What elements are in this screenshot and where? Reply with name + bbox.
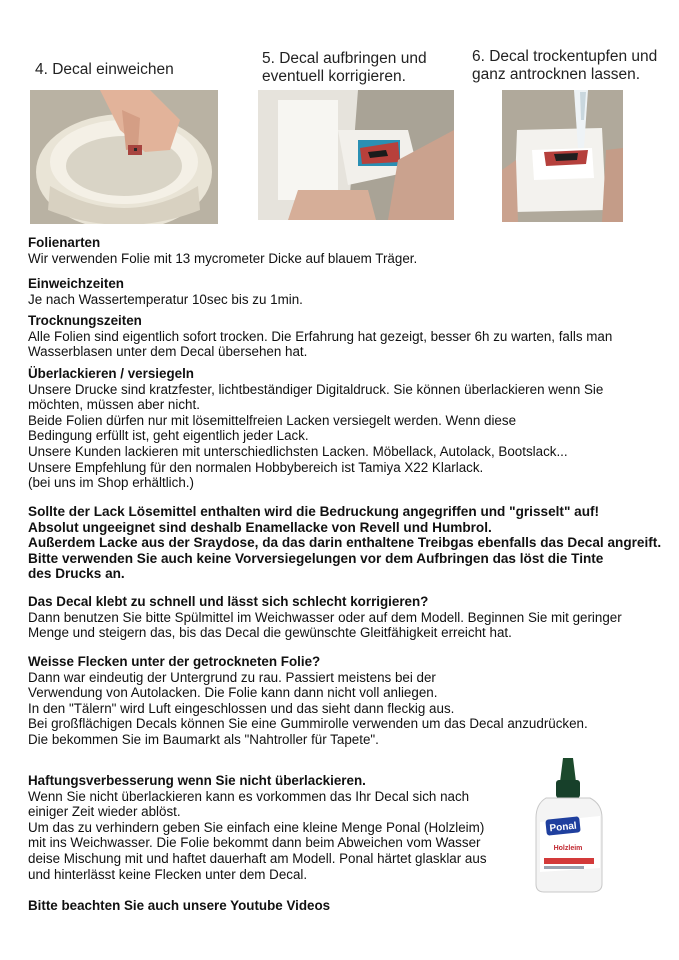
photo-soaking-decal <box>30 90 218 224</box>
text-line: Alle Folien sind eigentlich sofort trocken. Die Erfahrung hat gezeigt, besser 6h zu warten, falls man <box>28 328 613 344</box>
section-folienarten <box>28 235 658 266</box>
bottle-brand-text: Ponal <box>549 820 578 835</box>
text-line: deise Mischung mit und haftet dauerhaft am Modell. Ponal härtet glasklar aus <box>28 850 487 866</box>
section-ueberlackieren <box>28 366 658 491</box>
heading-weisse-flecken: Weisse Flecken unter der getrockneten Folie? <box>28 654 321 669</box>
heading-decal-klebt: Das Decal klebt zu schnell und lässt sich schlecht korrigieren? <box>28 594 429 609</box>
text-line: Unsere Kunden lackieren mit unterschiedlichsten Lacken. Möbellack, Autolack, Bootslack... <box>28 443 568 459</box>
heading-ueberlackieren: Überlackieren / versiegeln <box>28 366 194 381</box>
text-line: Um das zu verhindern geben Sie einfach eine kleine Menge Ponal (Holzleim) <box>28 819 485 835</box>
text-line: Bedingung erfüllt ist, geht eigentlich jeder Lack. <box>28 428 309 444</box>
text-line: Je nach Wassertemperatur 10sec bis zu 1min. <box>28 291 303 307</box>
text-line: Dann benutzen Sie bitte Spülmittel im Weichwasser oder auf dem Modell. Beginnen Sie mit geringer <box>28 609 622 625</box>
youtube-hint: Bitte beachten Sie auch unsere Youtube Videos <box>28 898 331 913</box>
section-weisse-flecken <box>28 654 658 748</box>
warning-line: Bitte verwenden Sie auch keine Vorversiegelungen vor dem Aufbringen das löst die Tinte <box>28 550 604 566</box>
text-line: Wenn Sie nicht überlackieren kann es vorkommen das Ihr Decal sich nach <box>28 788 470 804</box>
section-einweichzeiten <box>28 276 658 307</box>
text-line: Wir verwenden Folie mit 13 mycrometer Dicke auf blauem Träger. <box>28 250 418 266</box>
step-5-caption: 5. Decal aufbringen und eventuell korrigieren. <box>262 50 427 85</box>
text-line: (bei uns im Shop erhältlich.) <box>28 475 194 491</box>
text-line: Menge und steigern das, bis das Decal die gewünschte Gleitfähigkeit erreicht hat. <box>28 625 512 641</box>
text-line: mit ins Weichwasser. Die Folie bekommt dann beim Abweichen vom Wasser <box>28 835 481 851</box>
section-trocknungszeiten <box>28 313 658 360</box>
warning-line: Außerdem Lacke aus der Sraydose, da das darin enthaltene Treibgas ebenfalls das Decal angreift. <box>28 535 662 551</box>
section-haftung <box>28 773 518 882</box>
heading-trocknungszeiten: Trocknungszeiten <box>28 313 142 328</box>
step-4-caption: 4. Decal einweichen <box>35 61 174 78</box>
text-line: Wasserblasen unter dem Decal übersehen hat. <box>28 344 308 360</box>
text-line: Bei großflächigen Decals können Sie eine Gummirolle verwenden um das Decal anzudrücken. <box>28 716 588 732</box>
ponal-bottle-image <box>530 756 610 896</box>
photo-drying-decal <box>502 90 623 222</box>
heading-folienarten: Folienarten <box>28 235 101 250</box>
heading-haftung: Haftungsverbesserung wenn Sie nicht überlackieren. <box>28 773 366 788</box>
text-line: möchten, müssen aber nicht. <box>28 397 200 413</box>
text-line: Verwendung von Autolacken. Die Folie kann dann nicht voll anliegen. <box>28 685 438 701</box>
text-line: Unsere Empfehlung für den normalen Hobbybereich ist Tamiya X22 Klarlack. <box>28 459 484 475</box>
warning-line: Absolut ungeeignet sind deshalb Enamellacke von Revell und Humbrol. <box>28 519 492 535</box>
text-line: Die bekommen Sie im Baumarkt als "Nahtroller für Tapete". <box>28 731 379 747</box>
text-line: Unsere Drucke sind kratzfester, lichtbeständiger Digitaldruck. Sie können überlackieren wenn Sie <box>28 381 604 397</box>
text-line: Dann war eindeutig der Untergrund zu rau. Passiert meistens bei der <box>28 669 436 685</box>
section-warning <box>28 504 662 582</box>
heading-einweichzeiten: Einweichzeiten <box>28 276 124 291</box>
step-6-caption: 6. Decal trockentupfen und ganz antrocknen lassen. <box>472 48 658 83</box>
photo-applying-decal <box>258 90 454 220</box>
warning-line: Sollte der Lack Lösemittel enthalten wird die Bedruckung angegriffen und "grisselt" auf! <box>28 504 600 519</box>
text-line: In den "Tälern" wird Luft eingeschlossen und das sieht dann fleckig aus. <box>28 700 455 716</box>
text-line: Beide Folien dürfen nur mit lösemittelfreien Lacken versiegelt werden. Wenn diese <box>28 412 517 428</box>
text-line: und hinterlässt keine Flecken unter dem Decal. <box>28 866 308 882</box>
text-line: einiger Zeit wieder ablöst. <box>28 804 181 820</box>
warning-line: des Drucks an. <box>28 566 125 582</box>
section-decal-klebt <box>28 594 658 641</box>
bottle-product-text: Holzleim <box>553 845 583 852</box>
